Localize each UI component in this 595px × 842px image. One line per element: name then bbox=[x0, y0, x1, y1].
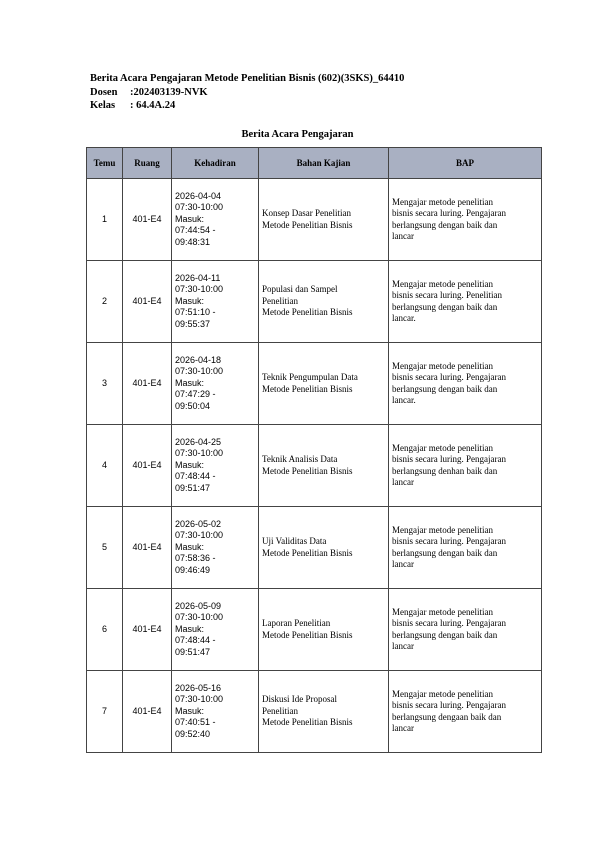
attendance-date: 2026-05-02 bbox=[175, 518, 222, 529]
attendance-check-in: 07:44:54 - bbox=[175, 225, 216, 236]
bap-line: lancar. bbox=[392, 313, 416, 323]
bap-line: Mengajar metode penelitian bbox=[392, 196, 493, 207]
topic-line: Metode Penelitian Bisnis bbox=[262, 629, 353, 640]
bap-line: bisnis secara luring. Pengajaran bbox=[392, 372, 506, 382]
bap-line: berlangsung dengan baik dan bbox=[392, 219, 498, 230]
cell-kehadiran bbox=[172, 343, 259, 425]
cell-bap bbox=[389, 671, 542, 753]
bap-line: bisnis secara luring. Penelitian bbox=[392, 290, 502, 300]
bap-line: Mengajar metode penelitian bbox=[392, 278, 493, 289]
cell-bahan-kajian bbox=[259, 179, 389, 261]
topic-line: Laporan Penelitian bbox=[262, 618, 331, 628]
attendance-schedule: 07:30-10:00 bbox=[175, 284, 224, 295]
attendance-check-in: 07:58:36 - bbox=[175, 553, 216, 564]
cell-bap bbox=[389, 425, 542, 507]
attendance-check-in: 07:40:51 - bbox=[175, 717, 216, 728]
cell-ruang: 401-E4 bbox=[123, 343, 172, 425]
table-row bbox=[87, 589, 542, 671]
cell-kehadiran bbox=[172, 261, 259, 343]
cell-temu: 2 bbox=[87, 261, 123, 343]
cell-bap bbox=[389, 179, 542, 261]
attendance-schedule: 07:30-10:00 bbox=[175, 448, 224, 459]
lecturer-label: Dosen bbox=[90, 86, 118, 98]
topic-line: Metode Penelitian Bisnis bbox=[262, 307, 353, 318]
cell-bap bbox=[389, 343, 542, 425]
class-row bbox=[90, 99, 404, 113]
bap-line: lancar bbox=[392, 231, 414, 241]
bap-line: berlangsung dengan baik dan bbox=[392, 301, 498, 312]
topic-line: Uji Validitas Data bbox=[262, 536, 327, 546]
bap-line: Mengajar metode penelitian bbox=[392, 688, 493, 699]
attendance-date: 2026-04-18 bbox=[175, 354, 222, 365]
column-header-bap: BAP bbox=[389, 148, 542, 179]
attendance-schedule: 07:30-10:00 bbox=[175, 202, 224, 213]
attendance-check-out: 09:51:47 bbox=[175, 646, 211, 657]
cell-ruang: 401-E4 bbox=[123, 425, 172, 507]
cell-temu: 6 bbox=[87, 589, 123, 671]
attendance-masuk-label: Masuk: bbox=[175, 459, 205, 470]
table-row bbox=[87, 343, 542, 425]
cell-temu: 4 bbox=[87, 425, 123, 507]
lecturer-value: :202403139-NVK bbox=[130, 86, 208, 98]
bap-line: Mengajar metode penelitian bbox=[392, 360, 493, 371]
bap-line: bisnis secara luring. Pengajaran bbox=[392, 536, 506, 546]
topic-line: Penelitian bbox=[262, 295, 298, 306]
topic-line: Metode Penelitian Bisnis bbox=[262, 717, 353, 728]
bap-line: berlangsung dengan baik dan bbox=[392, 547, 498, 558]
table-row bbox=[87, 507, 542, 589]
column-header-bahan-kajian: Bahan Kajian bbox=[259, 148, 389, 179]
attendance-check-out: 09:51:47 bbox=[175, 482, 211, 493]
attendance-masuk-label: Masuk: bbox=[175, 623, 205, 634]
cell-ruang: 401-E4 bbox=[123, 261, 172, 343]
attendance-check-out: 09:52:40 bbox=[175, 728, 211, 739]
topic-line: Metode Penelitian Bisnis bbox=[262, 465, 353, 476]
bap-line: lancar bbox=[392, 477, 414, 487]
cell-bahan-kajian bbox=[259, 507, 389, 589]
bap-line: berlangsung dengan baik dan bbox=[392, 629, 498, 640]
topic-line: Konsep Dasar Penelitian bbox=[262, 208, 351, 218]
attendance-check-out: 09:48:31 bbox=[175, 236, 211, 247]
attendance-check-out: 09:46:49 bbox=[175, 564, 211, 575]
topic-line: Teknik Analisis Data bbox=[262, 454, 338, 464]
lecturer-row bbox=[90, 86, 404, 100]
cell-ruang: 401-E4 bbox=[123, 589, 172, 671]
cell-kehadiran bbox=[172, 425, 259, 507]
attendance-date: 2026-04-04 bbox=[175, 190, 222, 201]
attendance-check-in: 07:48:44 - bbox=[175, 471, 216, 482]
cell-bahan-kajian bbox=[259, 261, 389, 343]
table-row bbox=[87, 671, 542, 753]
column-header-kehadiran: Kehadiran bbox=[172, 148, 259, 179]
bap-line: Mengajar metode penelitian bbox=[392, 606, 493, 617]
topic-line: Metode Penelitian Bisnis bbox=[262, 219, 353, 230]
cell-bahan-kajian bbox=[259, 589, 389, 671]
class-value: : 64.4A.24 bbox=[130, 100, 176, 111]
attendance-check-in: 07:48:44 - bbox=[175, 635, 216, 646]
teaching-report-table bbox=[86, 147, 542, 753]
cell-ruang: 401-E4 bbox=[123, 671, 172, 753]
cell-kehadiran bbox=[172, 589, 259, 671]
cell-temu: 5 bbox=[87, 507, 123, 589]
attendance-masuk-label: Masuk: bbox=[175, 295, 205, 306]
class-label: Kelas bbox=[90, 100, 116, 111]
topic-line: Penelitian bbox=[262, 705, 298, 716]
topic-line: Metode Penelitian Bisnis bbox=[262, 383, 353, 394]
attendance-date: 2026-05-16 bbox=[175, 682, 222, 693]
bap-line: Mengajar metode penelitian bbox=[392, 442, 493, 453]
attendance-check-in: 07:47:29 - bbox=[175, 389, 216, 400]
document-header bbox=[90, 72, 404, 113]
cell-bahan-kajian bbox=[259, 343, 389, 425]
section-title: Berita Acara Pengajaran bbox=[241, 129, 354, 140]
table-row bbox=[87, 425, 542, 507]
table-row bbox=[87, 261, 542, 343]
cell-bahan-kajian bbox=[259, 671, 389, 753]
bap-line: lancar bbox=[392, 723, 414, 733]
attendance-masuk-label: Masuk: bbox=[175, 213, 205, 224]
cell-ruang: 401-E4 bbox=[123, 507, 172, 589]
attendance-schedule: 07:30-10:00 bbox=[175, 366, 224, 377]
cell-bap bbox=[389, 261, 542, 343]
cell-bahan-kajian bbox=[259, 425, 389, 507]
attendance-schedule: 07:30-10:00 bbox=[175, 530, 224, 541]
column-header-temu: Temu bbox=[87, 148, 123, 179]
attendance-masuk-label: Masuk: bbox=[175, 541, 205, 552]
cell-kehadiran bbox=[172, 507, 259, 589]
attendance-masuk-label: Masuk: bbox=[175, 705, 205, 716]
cell-bap bbox=[389, 589, 542, 671]
bap-line: bisnis secara luring. Pengajaran bbox=[392, 618, 506, 628]
bap-line: berlangsung denhan baik dan bbox=[392, 465, 498, 476]
bap-line: berlangsung dengaan baik dan bbox=[392, 711, 502, 722]
cell-bap bbox=[389, 507, 542, 589]
cell-temu: 3 bbox=[87, 343, 123, 425]
bap-line: lancar. bbox=[392, 395, 416, 405]
topic-line: Teknik Pengumpulan Data bbox=[262, 372, 358, 382]
attendance-check-out: 09:55:37 bbox=[175, 318, 211, 329]
bap-line: bisnis secara luring. Pengajaran bbox=[392, 208, 506, 218]
bap-line: Mengajar metode penelitian bbox=[392, 524, 493, 535]
course-title: Berita Acara Pengajaran Metode Penelitian Bisnis (602)(3SKS)_64410 bbox=[90, 73, 405, 84]
attendance-check-in: 07:51:10 - bbox=[175, 307, 216, 318]
attendance-schedule: 07:30-10:00 bbox=[175, 694, 224, 705]
cell-kehadiran bbox=[172, 671, 259, 753]
bap-line: bisnis secara luring. Pengajaran bbox=[392, 454, 506, 464]
cell-kehadiran bbox=[172, 179, 259, 261]
attendance-date: 2026-04-11 bbox=[175, 272, 221, 283]
cell-temu: 7 bbox=[87, 671, 123, 753]
bap-line: lancar bbox=[392, 641, 414, 651]
bap-line: berlangsung dengan baik dan bbox=[392, 383, 498, 394]
topic-line: Metode Penelitian Bisnis bbox=[262, 547, 353, 558]
attendance-date: 2026-04-25 bbox=[175, 436, 222, 447]
table-row bbox=[87, 179, 542, 261]
attendance-masuk-label: Masuk: bbox=[175, 377, 205, 388]
topic-line: Diskusi Ide Proposal bbox=[262, 694, 337, 705]
attendance-check-out: 09:50:04 bbox=[175, 400, 211, 411]
attendance-date: 2026-05-09 bbox=[175, 600, 222, 611]
cell-ruang: 401-E4 bbox=[123, 179, 172, 261]
bap-line: bisnis secara luring. Pengajaran bbox=[392, 700, 506, 710]
bap-line: lancar bbox=[392, 559, 414, 569]
cell-temu: 1 bbox=[87, 179, 123, 261]
attendance-schedule: 07:30-10:00 bbox=[175, 612, 224, 623]
topic-line: Populasi dan Sampel bbox=[262, 284, 338, 295]
table-header-row bbox=[87, 148, 542, 179]
column-header-ruang: Ruang bbox=[123, 148, 172, 179]
